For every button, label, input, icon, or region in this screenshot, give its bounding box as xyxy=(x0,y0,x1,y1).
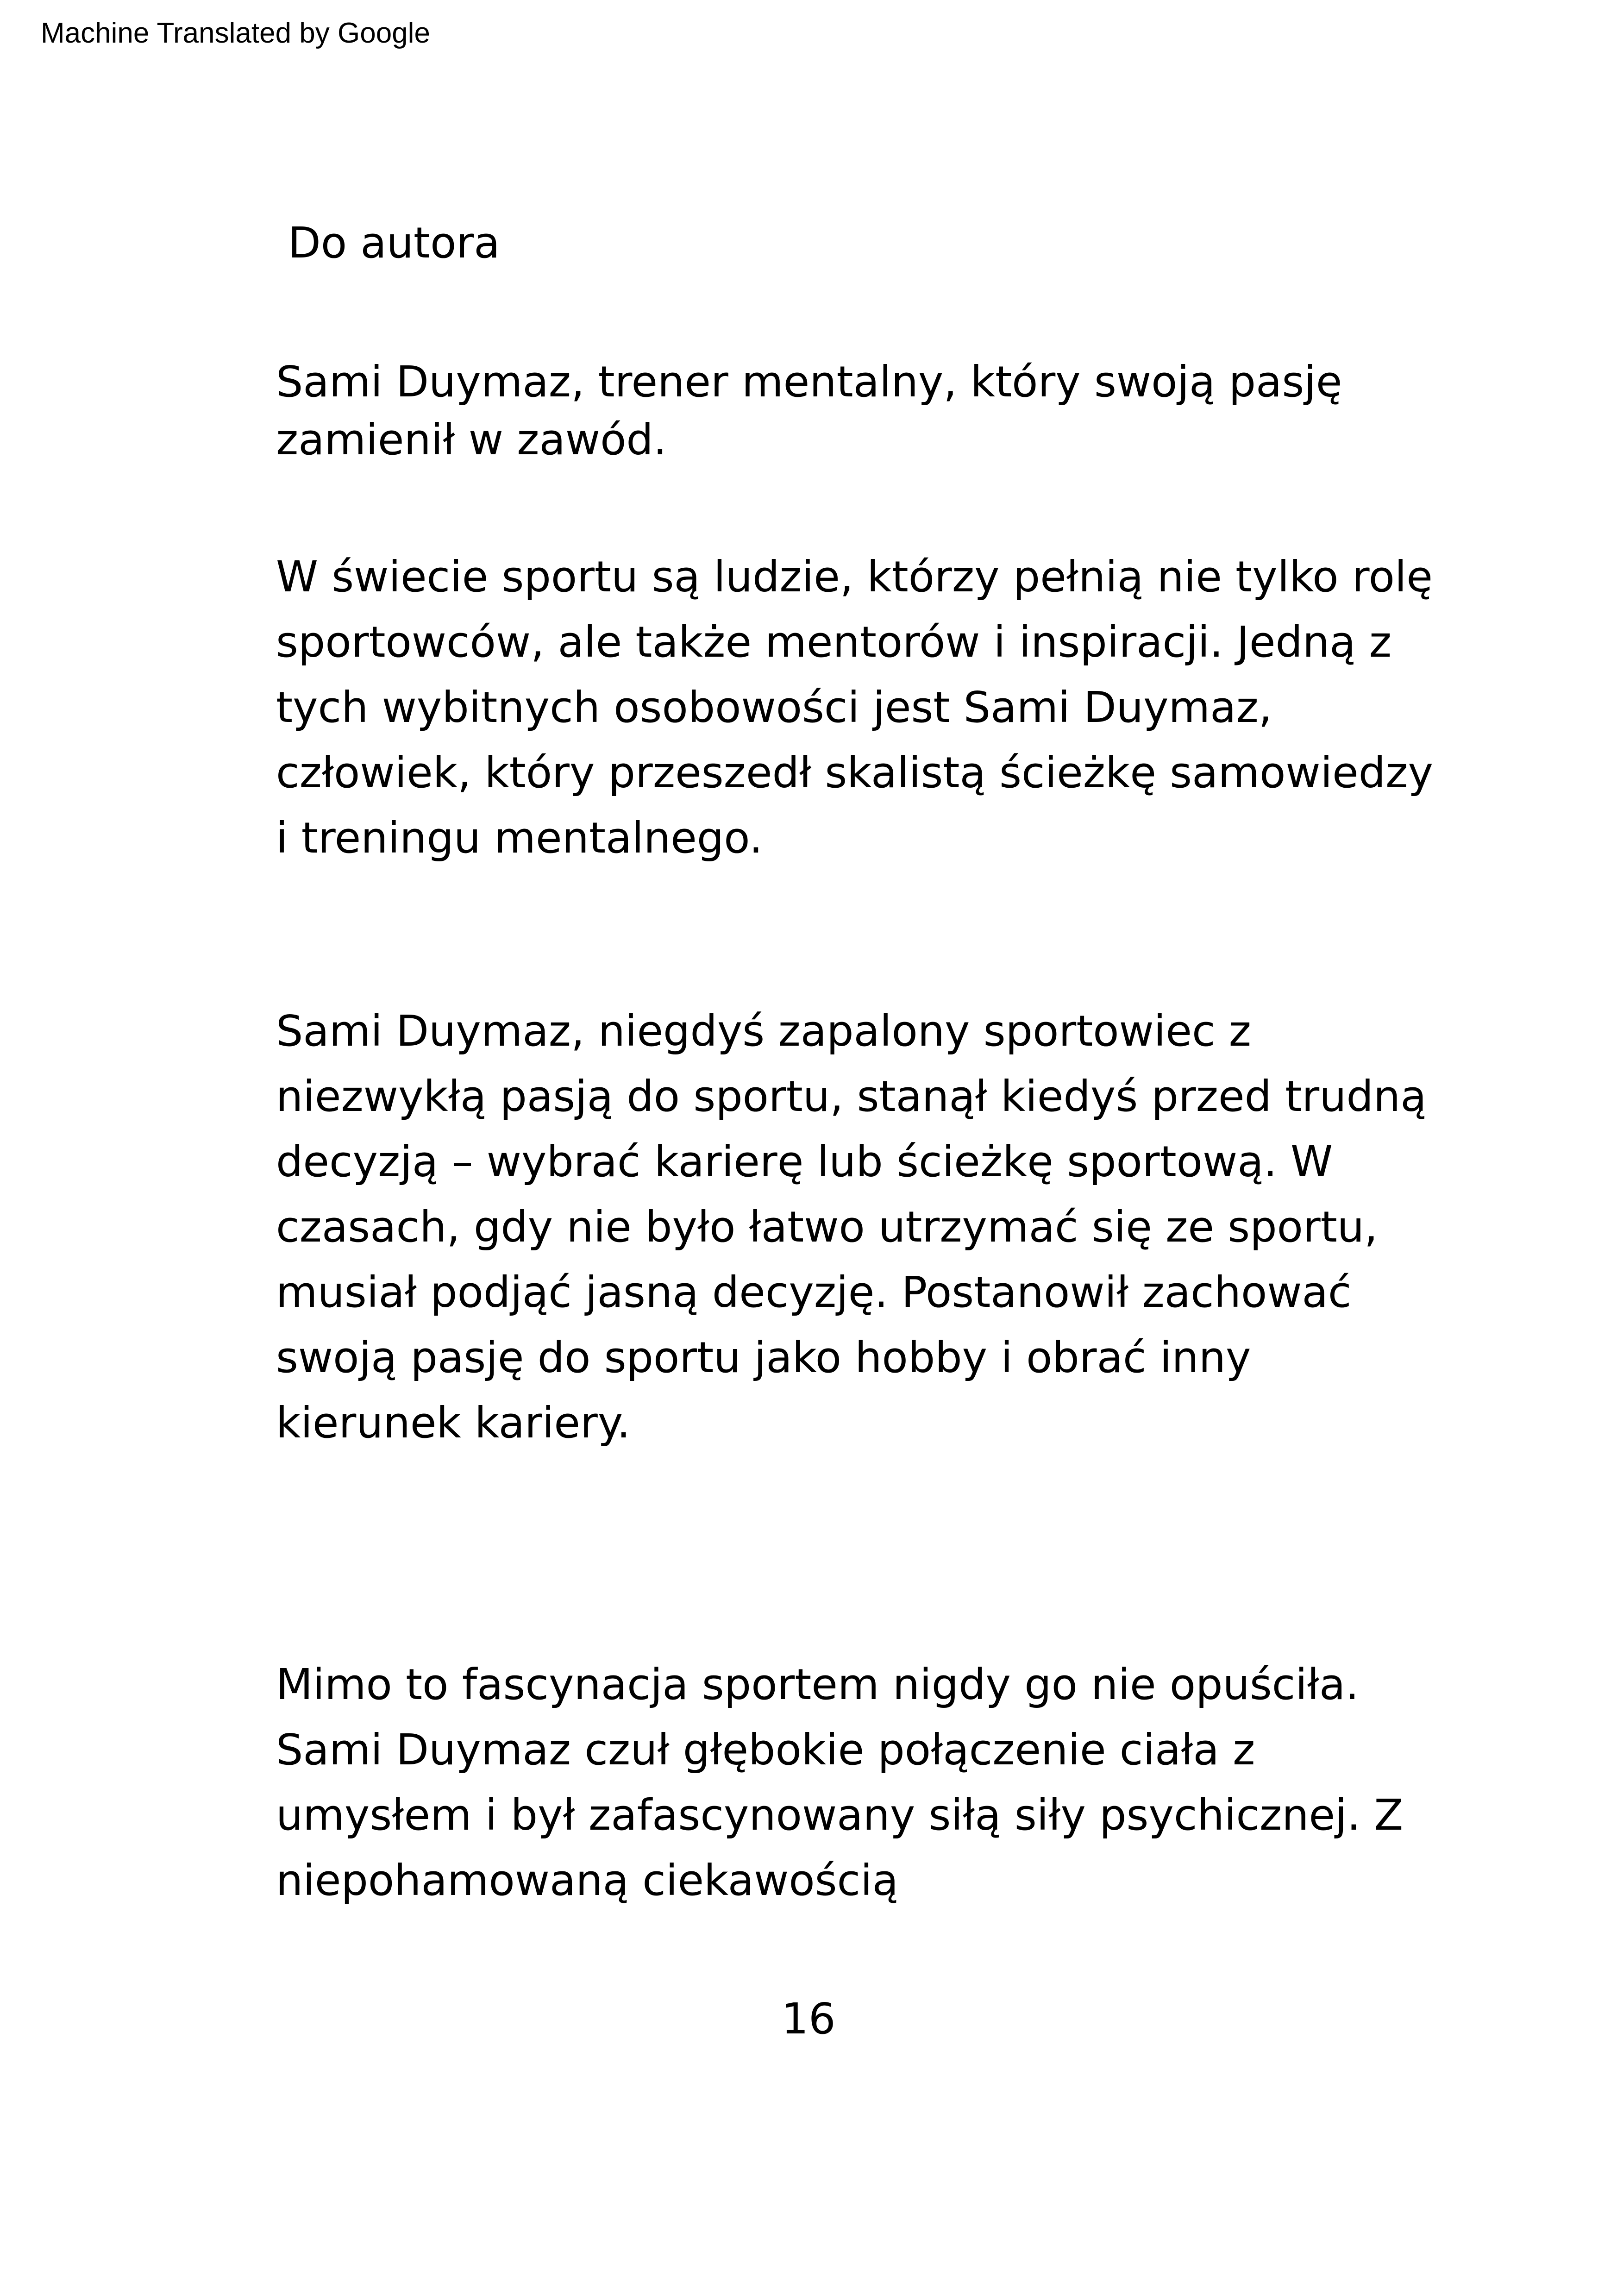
text-line: Sami Duymaz, niegdyś zapalony sportowiec z xyxy=(276,1006,1252,1056)
text-line: kierunek kariery. xyxy=(276,1398,631,1448)
page-number: 16 xyxy=(781,1994,836,2044)
text-line: niezwykłą pasją do sportu, stanął kiedyś przed trudną xyxy=(276,1072,1427,1121)
machine-translated-label: Machine Translated by Google xyxy=(41,17,430,49)
text-line: zamienił w zawód. xyxy=(276,415,667,464)
text-line: sportowców, ale także mentorów i inspiracji. Jedną z xyxy=(276,617,1392,667)
text-line: umysłem i był zafascynowany siłą siły psychicznej. Z xyxy=(276,1790,1404,1840)
paragraph-career-decision xyxy=(276,998,1427,1455)
paragraph-fascination xyxy=(276,1652,1403,1913)
paragraph-world-of-sport xyxy=(276,544,1433,871)
text-line: człowiek, który przeszedł skalistą ścieżkę samowiedzy xyxy=(276,748,1433,797)
text-line: czasach, gdy nie było łatwo utrzymać się ze sportu, xyxy=(276,1202,1378,1252)
section-title: Do autora xyxy=(288,218,500,268)
text-line: Sami Duymaz, trener mentalny, który swoją pasję xyxy=(276,357,1342,407)
text-line: musiał podjąć jasną decyzję. Postanowił zachować xyxy=(276,1267,1352,1317)
text-line: niepohamowaną ciekawością xyxy=(276,1856,899,1905)
text-line: W świecie sportu są ludzie, którzy pełnią nie tylko rolę xyxy=(276,552,1433,602)
text-line: i treningu mentalnego. xyxy=(276,813,763,863)
paragraph-intro xyxy=(276,353,1342,469)
text-line: Sami Duymaz czuł głębokie połączenie ciała z xyxy=(276,1725,1255,1775)
text-line: Mimo to fascynacja sportem nigdy go nie opuściła. xyxy=(276,1660,1359,1709)
text-line: decyzją – wybrać karierę lub ścieżkę sportową. W xyxy=(276,1137,1333,1186)
text-line: swoją pasję do sportu jako hobby i obrać inny xyxy=(276,1333,1251,1382)
text-line: tych wybitnych osobowości jest Sami Duymaz, xyxy=(276,683,1272,732)
